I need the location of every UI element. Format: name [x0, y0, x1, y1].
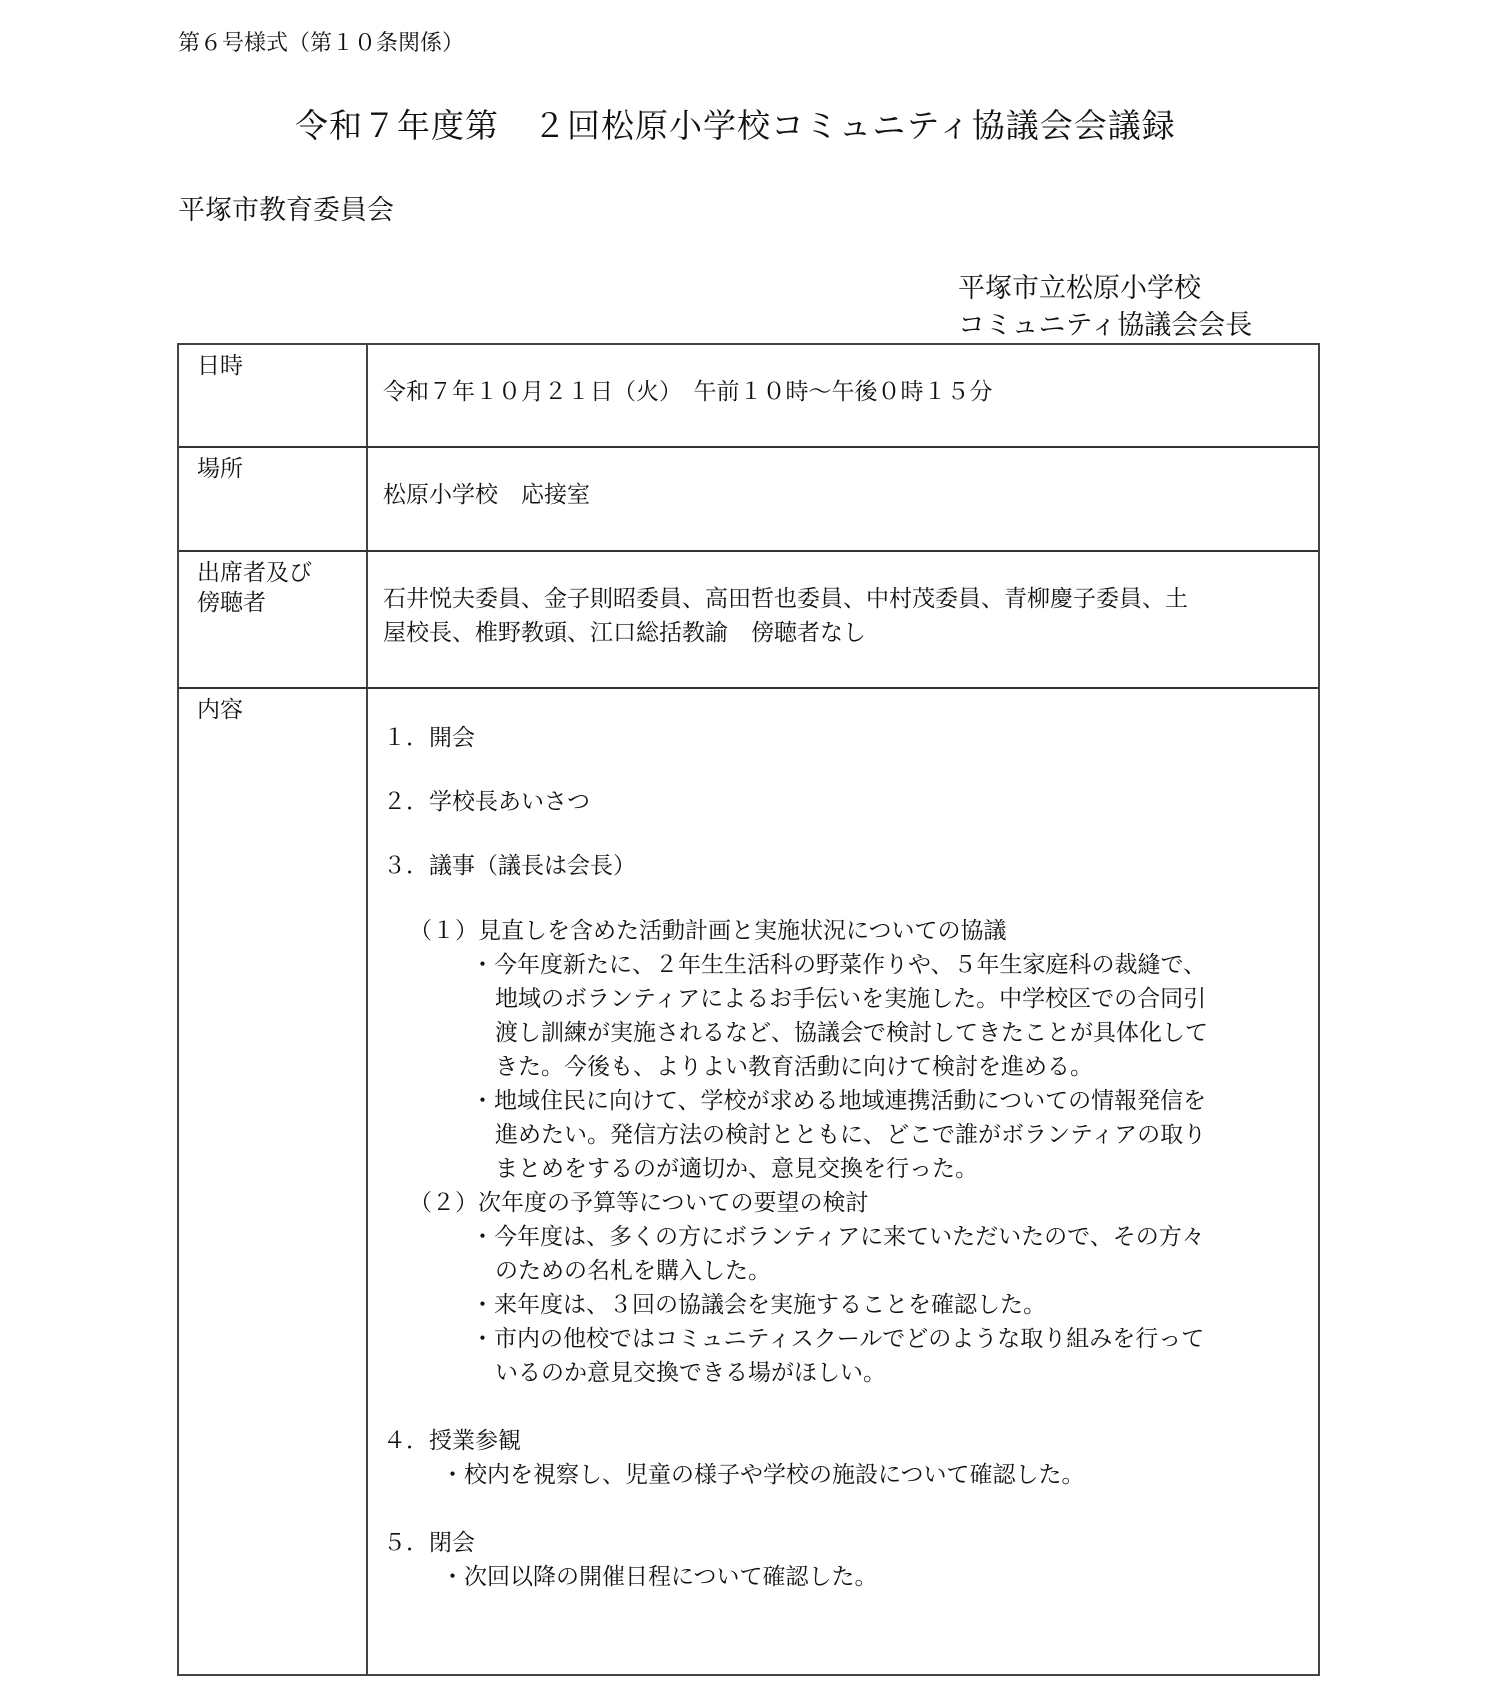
president-title: コミュニティ協議会会長 [958, 310, 1253, 341]
president-school: 平塚市立松原小学校 [958, 273, 1201, 304]
document-title: 令和７年度第 ２回松原小学校コミュニティ協議会会議録 [295, 106, 1176, 145]
bullet-text: 地域のボランティアによるお手伝いを実施した。中学校区での合同引 [495, 986, 1207, 1012]
place-label: 場所 [197, 456, 243, 482]
bullet-text: きた。今後も、よりよい教育活動に向けて検討を進める。 [495, 1054, 1093, 1080]
content-label: 内容 [197, 697, 243, 723]
attendees-value: 石井悦夫委員、金子則昭委員、高田哲也委員、中村茂委員、青柳慶子委員、土 屋校長、椎野教頭、江口総括教諭 傍聴者なし [383, 586, 1188, 646]
bullet-text: ・来年度は、３回の協議会を実施することを確認した。 [471, 1292, 1046, 1318]
bullet-text: のための名札を購入した。 [495, 1258, 771, 1284]
subitem-2-heading: （２）次年度の予算等についての要望の検討 [409, 1190, 869, 1216]
attendees-label: 出席者及び 傍聴者 [197, 560, 312, 616]
minutes-table [177, 343, 1320, 1676]
bullet-text: いるのか意見交換できる場がほしい。 [495, 1360, 886, 1386]
row-place [179, 448, 1318, 552]
bullet-text: ・地域住民に向けて、学校が求める地域連携活動についての情報発信を [471, 1088, 1207, 1114]
bullet-text: ・今年度は、多くの方にボランティアに来ていただいたので、その方々 [471, 1224, 1205, 1250]
bullet-text: 進めたい。発信方法の検討とともに、どこで誰がボランティアの取り [495, 1122, 1207, 1148]
bullet-text: ・校内を視察し、児童の様子や学校の施設について確認した。 [441, 1462, 1085, 1488]
bullet-text: ・次回以降の開催日程について確認した。 [441, 1564, 878, 1590]
bullet-text: ・市内の他校ではコミュニティスクールでどのような取り組みを行って [471, 1326, 1205, 1352]
row-content [179, 689, 1318, 1674]
datetime-label: 日時 [197, 353, 243, 379]
agenda-item-2: ２．学校長あいさつ [383, 789, 590, 815]
agenda-item-4: ４．授業参観 [383, 1428, 521, 1454]
agenda-item-3: ３．議事（議長は会長） [383, 853, 636, 879]
row-datetime [179, 345, 1318, 448]
bullet-text: まとめをするのが適切か、意見交換を行った。 [495, 1156, 978, 1182]
addressee: 平塚市教育委員会 [178, 195, 394, 226]
agenda-item-1: １．開会 [383, 725, 475, 751]
datetime-value: 令和７年１０月２１日（火） 午前１０時～午後０時１５分 [383, 379, 993, 405]
place-value: 松原小学校 応接室 [383, 482, 590, 508]
agenda-item-5: ５．閉会 [383, 1530, 475, 1556]
subitem-1-heading: （１）見直しを含めた活動計画と実施状況についての協議 [409, 918, 1007, 944]
bullet-text: 渡し訓練が実施されるなど、協議会で検討してきたことが具体化して [495, 1020, 1208, 1046]
bullet-text: ・今年度新たに、２年生生活科の野菜作りや、５年生家庭科の裁縫で、 [471, 952, 1207, 978]
form-number-label: 第６号様式（第１０条関係） [178, 31, 465, 56]
row-attendees [179, 552, 1318, 689]
